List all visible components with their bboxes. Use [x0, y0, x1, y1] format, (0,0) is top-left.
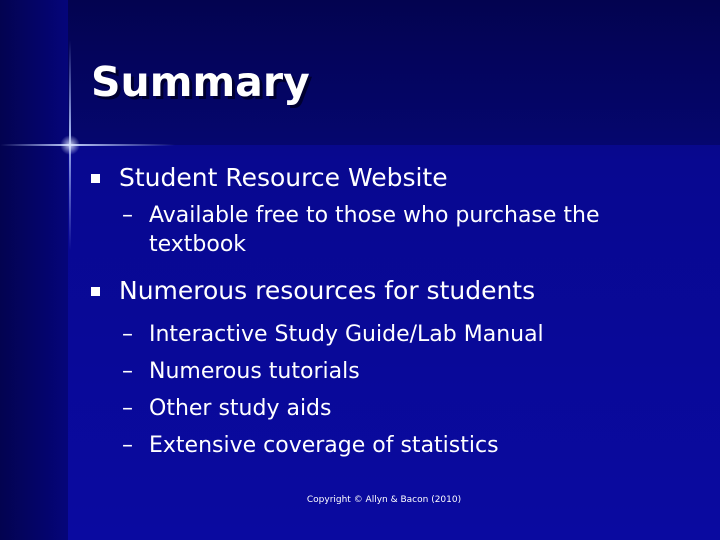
- sub-item-text: Extensive coverage of statistics: [149, 433, 499, 458]
- sub-item-text: Other study aids: [149, 396, 332, 421]
- sub-item-text: Available free to those who purchase the textbook: [149, 203, 600, 257]
- slide-title: Summary: [91, 58, 310, 106]
- dash-bullet: –: [122, 433, 133, 458]
- sub-item: [91, 427, 691, 464]
- sparkle-star-icon: [60, 135, 80, 155]
- copyright-text: Copyright © Allyn & Bacon (2010): [306, 495, 462, 505]
- dash-bullet: –: [122, 396, 133, 421]
- bullet-group: [91, 273, 691, 464]
- dash-bullet: –: [122, 203, 133, 228]
- copyright-footer: [0, 495, 720, 505]
- sub-item-text: Interactive Study Guide/Lab Manual: [149, 322, 544, 347]
- square-bullet-icon: [91, 287, 100, 296]
- bullet-group: [91, 160, 691, 259]
- dash-bullet: –: [122, 359, 133, 384]
- square-bullet-icon: [91, 174, 100, 183]
- sub-item: [91, 390, 691, 427]
- sub-list: [91, 316, 691, 464]
- sub-item-text: Numerous tutorials: [149, 359, 360, 384]
- dash-bullet: –: [122, 322, 133, 347]
- bullet-text: Numerous resources for students: [119, 276, 536, 305]
- bullet-text: Student Resource Website: [119, 163, 448, 192]
- bullet-item: [91, 160, 691, 196]
- left-band: [0, 0, 68, 540]
- bullet-item: [91, 273, 691, 309]
- sub-list: [91, 201, 691, 259]
- sub-item: [91, 201, 691, 259]
- slide-content: [91, 160, 691, 464]
- sparkle-horizontal-line: [0, 144, 175, 146]
- sub-item: [91, 316, 691, 353]
- sub-item: [91, 353, 691, 390]
